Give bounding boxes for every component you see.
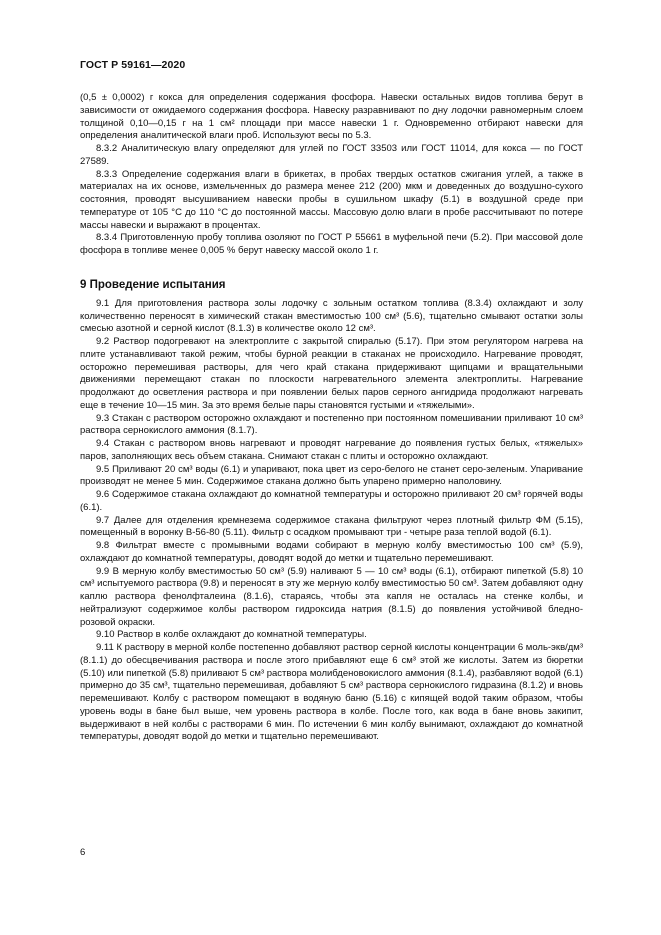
section-heading: 9 Проведение испытания xyxy=(80,278,226,291)
paragraph-9-9: 9.9 В мерную колбу вместимостью 50 см³ (5.9) наливают 5 — 10 см³ воды (6.1), отбирают пипеткой (5.8) 10 см³ испытуемого раствора (9.8) и переносят в эту же мерную колбу вместимостью 50 см³. Затем добавляют одну каплю раствора фенолфталеина (8.1.6), стараясь, чтобы эта капля не осталась на стенке колбы, и нейтрализуют содержимое колбы раствором гидроксида натрия (8.1.5) до появления устойчивой бледно-розовой окраски. xyxy=(80,565,583,628)
paragraph-9-10: 9.10 Раствор в колбе охлаждают до комнатной температуры. xyxy=(96,629,367,641)
paragraph: (0,5 ± 0,0002) г кокса для определения содержания фосфора. Навески остальных видов топлива берут в зависимости от ожидаемого содержания фосфора. Навеску разравнивают по дну лодочки равномерным слоем толщиной 0,10—0,15 г на 1 см² площади при массе навески 1 г. Одновременно отбирают навески для определения аналитической влаги проб. Используют весы по 5.3. xyxy=(80,92,583,142)
paragraph-9-3: 9.3 Стакан с раствором осторожно охлаждают и постепенно при постоянном помешивании приливают 10 см³ раствора сернокислого аммония (8.1.7). xyxy=(80,412,583,437)
paragraph-8-3-3: 8.3.3 Определение содержания влаги в брикетах, в пробах твердых остатков сжигания углей, а также в материалах на их основе, измельченных до размера менее 212 (200) мкм и доведенных до воздушно-сухого состояния, проводят высушиванием навески пробы в сушильном шкафу (5.1) в воздушной среде при температуре от 105 °С до 110 °С до постоянной массы. Массовую долю влаги в пробе рассчитывают по потере массы навески и выражают в процентах. xyxy=(80,168,583,231)
paragraph-9-5: 9.5 Приливают 20 см³ воды (6.1) и упаривают, пока цвет из серо-белого не станет серо-зеленым. Упаривание производят не менее 5 мин. Содержимое стакана должно быть упарено примерно наполовину. xyxy=(80,463,583,488)
paragraph-9-7: 9.7 Далее для отделения кремнезема содержимое стакана фильтруют через плотный фильтр ФМ (5.15), помещенный в воронку В-56-80 (5.11). Фильтр с осадком промывают три - четыре раза теплой водой (6.1). xyxy=(80,514,583,539)
page-number: 6 xyxy=(80,847,86,858)
paragraph-8-3-2: 8.3.2 Аналитическую влагу определяют для углей по ГОСТ 33503 или ГОСТ 11014, для кокса — по ГОСТ 27589. xyxy=(80,143,583,167)
page-header: ГОСТ Р 59161—2020 xyxy=(80,59,186,71)
paragraph-9-6: 9.6 Содержимое стакана охлаждают до комнатной температуры и осторожно приливают 20 см³ горячей воды (6.1). xyxy=(80,489,583,513)
paragraph-9-1: 9.1 Для приготовления раствора золы лодочку с зольным остатком топлива (8.3.4) охлаждают и золу количественно переносят в химический стакан вместимостью 100 см³ (5.6), тщательно смывают остатки золы смесью азотной и серной кислот (8.1.3) в количестве около 12 см³. xyxy=(80,297,583,335)
paragraph-8-3-4: 8.3.4 Приготовленную пробу топлива озоляют по ГОСТ Р 55661 в муфельной печи (5.2). При массовой доле фосфора в топливе менее 0,005 % берут навеску массой около 1 г. xyxy=(80,232,583,256)
paragraph-9-8: 9.8 Фильтрат вместе с промывными водами собирают в мерную колбу вместимостью 100 см³ (5.9), охлаждают до комнатной температуры, доводят водой до метки и тщательно перемешивают. xyxy=(80,540,583,564)
paragraph-9-2: 9.2 Раствор подогревают на электроплите с закрытой спиралью (5.17). При этом регулятором нагрева на плите устанавливают такой режим, чтобы бурной реакции в стаканах не происходило. Нагревание проводят, осторожно перемешивая растворы, для чего край стакана придерживают щипцами и вращательными движениями перемещают стакан по плоскости нагревательного элемента электроплиты. Нагревание продолжают до осветления раствора и при появлении белых паров серного ангидрида продолжают нагревать еще в течение 10—15 мин. За это время белые пары становятся густыми и «тяжелыми». xyxy=(80,336,583,411)
document-body xyxy=(80,92,583,744)
paragraph-9-4: 9.4 Стакан с раствором вновь нагревают и проводят нагревание до появления густых белых, «тяжелых» паров, заполняющих весь объем стакана. Снимают стакан с плиты и осторожно охлаждают. xyxy=(80,438,583,462)
paragraph-9-11: 9.11 К раствору в мерной колбе постепенно добавляют раствор серной кислоты концентрации 6 моль-экв/дм³ (8.1.1) до обесцвечивания раствора и после этого прибавляют еще 6 см³ этой же кислоты. Затем из бюретки (5.10) или пипеткой (5.8) приливают 5 см³ раствора молибденовокислого аммония (8.1.4), разбавляют водой (6.1) примерно до 35 см³, тщательно перемешивая, добавляют 5 см³ раствора сернокислого гидразина (8.1.2) и вновь перемешивают. Колбу с раствором помещают в водяную баню (5.16) с кипящей водой таким образом, чтобы уровень воды в бане был выше, чем уровень раствора в колбе. После того, как вода в бане вновь закипит, выдерживают в ней колбы с растворами 6 мин. По истечении 6 мин колбу вынимают, охлаждают до комнатной температуры, доводят водой до метки и тщательно перемешивают. xyxy=(80,642,583,743)
